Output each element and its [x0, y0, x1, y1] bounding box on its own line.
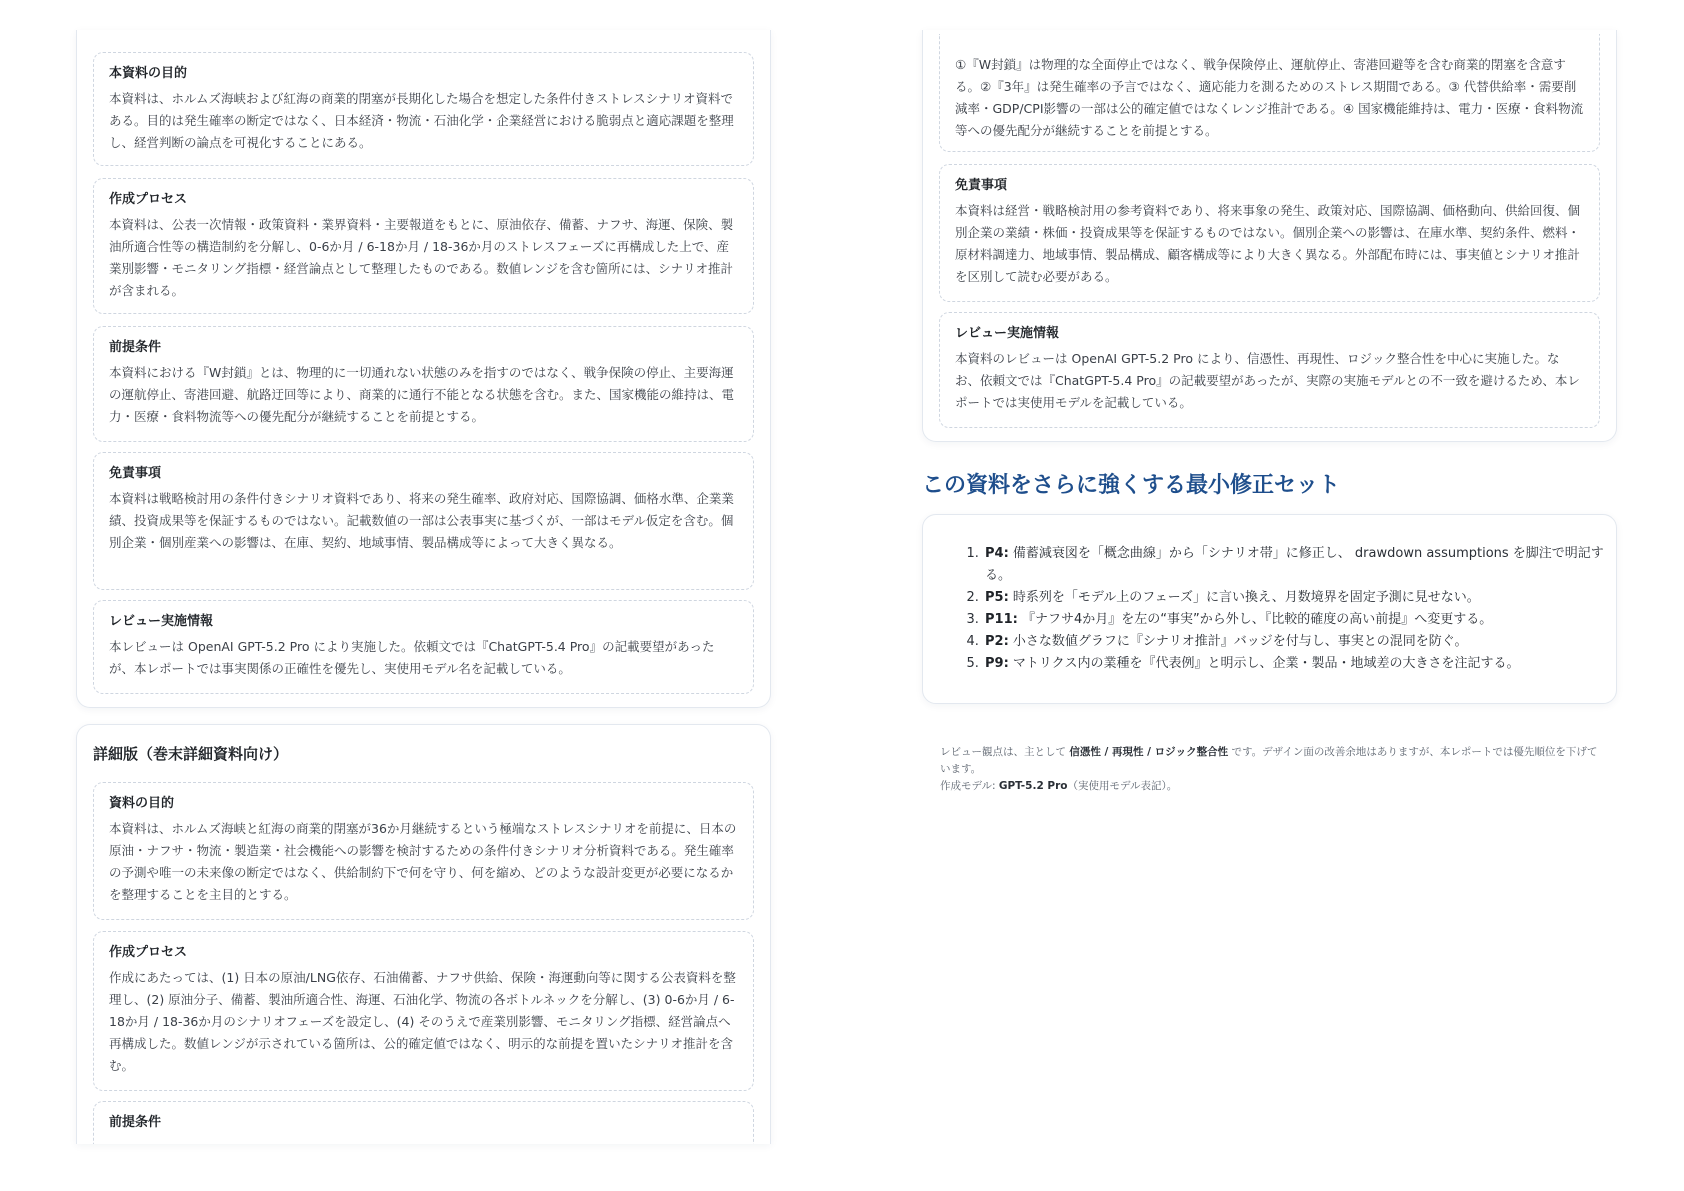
box-body: 本資料は経営・戦略検討用の参考資料であり、将来事象の発生、政策対応、国際協調、価格動向、供給回復、個別企業の業績・株価・投資成果等を保証するものではない。個別企業への影響は、在庫水準、契約条件、燃料・原材料調達力、地域事情、製品構成、顧客構成等により大きく異なる。外部配布時には、事実値とシナリオ推計を区別して読む必要がある。	[955, 203, 1581, 284]
box-body: 本資料は、ホルムズ海峡と紅海の商業的閉塞が36か月継続するという極端なストレスシナリオを前提に、日本の原油・ナフサ・物流・製造業・社会機能への影響を検討するための条件付きシナリオ分析資料である。発生確率の予測や唯一の未来像の断定ではなく、供給制約下で何を守り、何を縮め、どのような設計変更が必要になるかを整理することを主目的とする。	[109, 821, 737, 902]
fix-item	[983, 653, 1616, 675]
detailed-assumptions-box	[93, 1101, 754, 1144]
detailed-version-card-continued	[922, 30, 1617, 442]
detailed-version-card	[76, 724, 771, 1144]
box-body: 本レビューは OpenAI GPT-5.2 Pro により実施した。依頼文では『ChatGPT-5.4 Pro』の記載要望があったが、本レポートでは事実関係の正確性を優先し、実使用モデル名を記載している。	[109, 639, 715, 676]
box-body: 本資料は、ホルムズ海峡および紅海の商業的閉塞が長期化した場合を想定した条件付きストレスシナリオ資料である。目的は発生確率の断定ではなく、日本経済・物流・石油化学・企業経営における脆弱点と適応課題を整理し、経営判断の論点を可視化することにある。	[109, 91, 734, 150]
fix-tag: P2:	[985, 634, 1009, 649]
detailed-purpose-box	[93, 782, 754, 920]
review-note	[940, 744, 1600, 795]
box-title: 作成プロセス	[109, 945, 188, 960]
detailed-review-info-box	[939, 312, 1600, 428]
fix-text: 『ナフサ4か月』を左の“事実”から外し、『比較的確度の高い前提』へ変更する。	[1021, 612, 1493, 627]
purpose-box	[93, 52, 754, 166]
box-body: 本資料は、公表一次情報・政策資料・業界資料・主要報道をもとに、原油依存、備蓄、ナフサ、海運、保険、製油所適合性等の構造制約を分解し、0-6か月 / 6-18か月 / 18-36か月のストレスフェーズに再構成した上で、産業別影響・モニタリング指標・経営論点として整理したものである。数値レンジを含む箇所には、シナリオ推計が含まれる。	[109, 217, 734, 298]
box-title: 免責事項	[109, 466, 162, 481]
assumptions-continued-box	[939, 34, 1600, 152]
disclaimer-box	[93, 452, 754, 590]
box-body: ①『W封鎖』は物理的な全面停止ではなく、戦争保険停止、運航停止、寄港回避等を含む商業的閉塞を含意する。②『3年』は発生確率の予言ではなく、適応能力を測るためのストレス期間である。③ 代替供給率・需要削減率・GDP/CPI影響の一部は公的確定値ではなくレンジ推計である。④ 国家機能維持は、電力・医療・食料物流等への優先配分が継続することを前提とする。	[955, 57, 1584, 138]
fix-tag: P5:	[985, 590, 1009, 605]
fix-tag: P4:	[985, 546, 1009, 561]
review-info-box	[93, 600, 754, 694]
review-note-line1: レビュー観点は、主として 信憑性 / 再現性 / ロジック整合性 です。デザイン面の改善余地はありますが、本レポートでは優先順位を下げています。	[940, 746, 1598, 775]
box-body: 作成にあたっては、(1) 日本の原油/LNG依存、石油備蓄、ナフサ供給、保険・海運動向等に関する公表資料を整理し、(2) 原油分子、備蓄、製油所適合性、海運、石油化学、物流の各ボトルネックを分解し、(3) 0-6か月 / 6-18か月 / 18-36か月のシナリオフェーズを設定し、(4) そのうえで産業別影響、モニタリング指標、経営論点へ再構成した。数値レンジが示されている箇所は、公的確定値ではなく、明示的な前提を置いたシナリオ推計を含む。	[109, 970, 736, 1073]
box-title: 作成プロセス	[109, 192, 188, 207]
assumptions-box	[93, 326, 754, 442]
box-title: 本資料の目的	[109, 66, 188, 81]
process-box	[93, 178, 754, 314]
fix-list	[923, 543, 1616, 675]
box-title: 免責事項	[955, 178, 1008, 193]
box-title: 前提条件	[109, 340, 162, 355]
fix-text: 時系列を「モデル上のフェーズ」に言い換え、月数境界を固定予測に見せない。	[1012, 590, 1480, 605]
fix-tag: P11:	[985, 612, 1018, 627]
fix-text: 備蓄減衰図を「概念曲線」から「シナリオ帯」に修正し、 drawdown assumptions を脚注で明記する。	[985, 546, 1604, 583]
box-body: 本資料は戦略検討用の条件付きシナリオ資料であり、将来の発生確率、政府対応、国際協調、価格水準、企業業績、投資成果等を保証するものではない。記載数値の一部は公表事実に基づくが、一部はモデル仮定を含む。個別企業・個別産業への影響は、在庫、契約、地域事情、製品構成等によって大きく異なる。	[109, 491, 734, 550]
concise-version-card	[76, 30, 771, 708]
fix-item	[983, 631, 1616, 653]
fix-set-title: この資料をさらに強くする最小修正セット	[922, 473, 1341, 498]
box-body: 本資料のレビューは OpenAI GPT-5.2 Pro により、信憑性、再現性、ロジック整合性を中心に実施した。なお、依頼文では『ChatGPT-5.4 Pro』の記載要望があったが、実際の実施モデルとの不一致を避けるため、本レポートでは実使用モデルを記載している。	[955, 351, 1580, 410]
section-title: 詳細版（巻末詳細資料向け）	[93, 745, 289, 763]
detailed-disclaimer-box	[939, 164, 1600, 302]
fix-text: マトリクス内の業種を『代表例』と明示し、企業・製品・地域差の大きさを注記する。	[1012, 656, 1520, 671]
box-title: 前提条件	[109, 1115, 162, 1130]
box-title: レビュー実施情報	[955, 326, 1060, 341]
box-title: 資料の目的	[109, 796, 175, 811]
fix-set-card	[922, 514, 1617, 704]
review-note-line2: 作成モデル: GPT-5.2 Pro（実使用モデル表記）。	[940, 780, 1178, 792]
fix-text: 小さな数値グラフに『シナリオ推計』バッジを付与し、事実との混同を防ぐ。	[1012, 634, 1468, 649]
fix-item	[983, 543, 1616, 587]
fix-item	[983, 587, 1616, 609]
detailed-process-box	[93, 931, 754, 1091]
box-body: 本資料における『W封鎖』とは、物理的に一切通れない状態のみを指すのではなく、戦争保険の停止、主要海運の運航停止、寄港回避、航路迂回等により、商業的に通行不能となる状態を含む。また、国家機能の維持は、電力・医療・食料物流等への優先配分が継続することを前提とする。	[109, 365, 735, 424]
fix-tag: P9:	[985, 656, 1009, 671]
box-title: レビュー実施情報	[109, 614, 214, 629]
fix-item	[983, 609, 1616, 631]
